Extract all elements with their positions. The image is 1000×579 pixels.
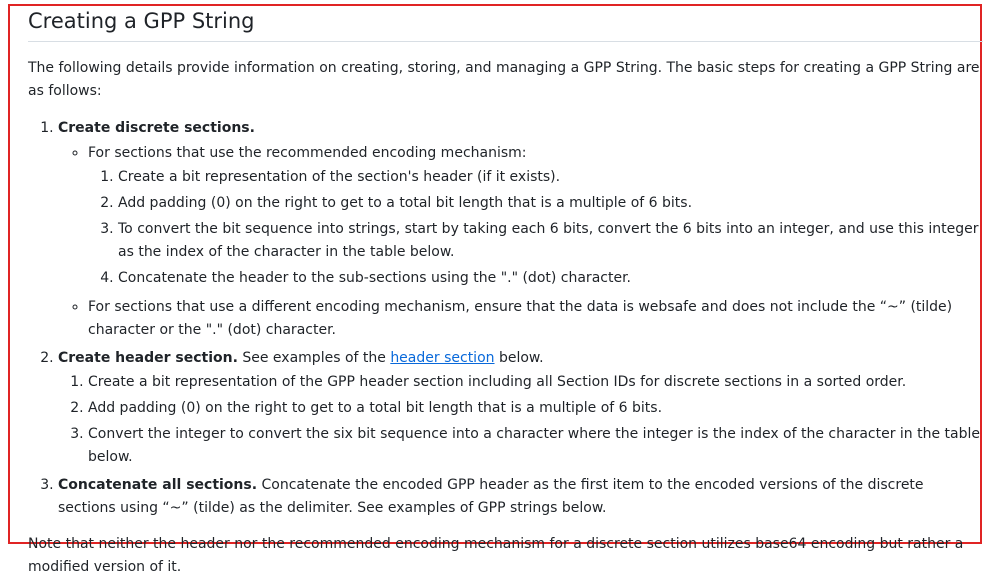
bullet-item xyxy=(88,142,983,296)
steps-list xyxy=(28,117,983,522)
step-item xyxy=(58,347,983,474)
intro-paragraph: The following details provide information on creating, storing, and managing a GPP String. The basic steps for creating a GPP String are as follows: xyxy=(28,60,980,99)
step-title: Create header section. xyxy=(58,350,238,366)
substep-list xyxy=(58,371,983,472)
substep-item: 2. Add padding (0) on the right to get to a total bit length that is a multiple of 6 bits. xyxy=(88,397,983,423)
section-heading: Creating a GPP String xyxy=(28,7,983,42)
substep-item: 3. Convert the integer to convert the six bit sequence into a character where the integer is the index of the character in the table below. xyxy=(88,423,983,472)
step-text: See examples of the xyxy=(237,350,391,366)
header-section-link[interactable]: header section xyxy=(390,350,495,366)
bullet-list xyxy=(58,142,983,345)
substep-list xyxy=(88,166,983,293)
step-item xyxy=(58,474,983,522)
step-item xyxy=(58,117,983,347)
substep-item: 1. Create a bit representation of the section's header (if it exists). xyxy=(118,166,983,192)
document-section xyxy=(28,0,983,579)
substep-item: 4. Concatenate the header to the sub-sections using the "." (dot) character. xyxy=(118,267,983,293)
note-paragraph: Note that neither the header nor the recommended encoding mechanism for a discrete section utilizes base64 encoding but rather a modified version of it. xyxy=(28,536,964,575)
substep-item: 2. Add padding (0) on the right to get to a total bit length that is a multiple of 6 bits. xyxy=(118,192,983,218)
step-text: Concatenate the encoded GPP header as the first item to the encoded versions of the discrete sections using “~” (tilde) as the delimiter. See examples of GPP strings below. xyxy=(58,477,924,516)
step-title: Concatenate all sections. xyxy=(58,477,258,493)
step-title: Create discrete sections. xyxy=(58,120,255,136)
step-text: below. xyxy=(494,350,544,366)
substep-item: 1. Create a bit representation of the GPP header section including all Section IDs for discrete sections in a sorted order. xyxy=(88,371,983,397)
bullet-text: For sections that use the recommended encoding mechanism: xyxy=(88,145,527,161)
substep-item: 3. To convert the bit sequence into strings, start by taking each 6 bits, convert the 6 bits into an integer, and use this integer as the index of the character in the table below. xyxy=(118,218,983,267)
bullet-text: For sections that use a different encoding mechanism, ensure that the data is websafe and does not include the “~” (tilde) character or the "." (dot) character. xyxy=(88,299,953,338)
bullet-item xyxy=(88,296,983,345)
